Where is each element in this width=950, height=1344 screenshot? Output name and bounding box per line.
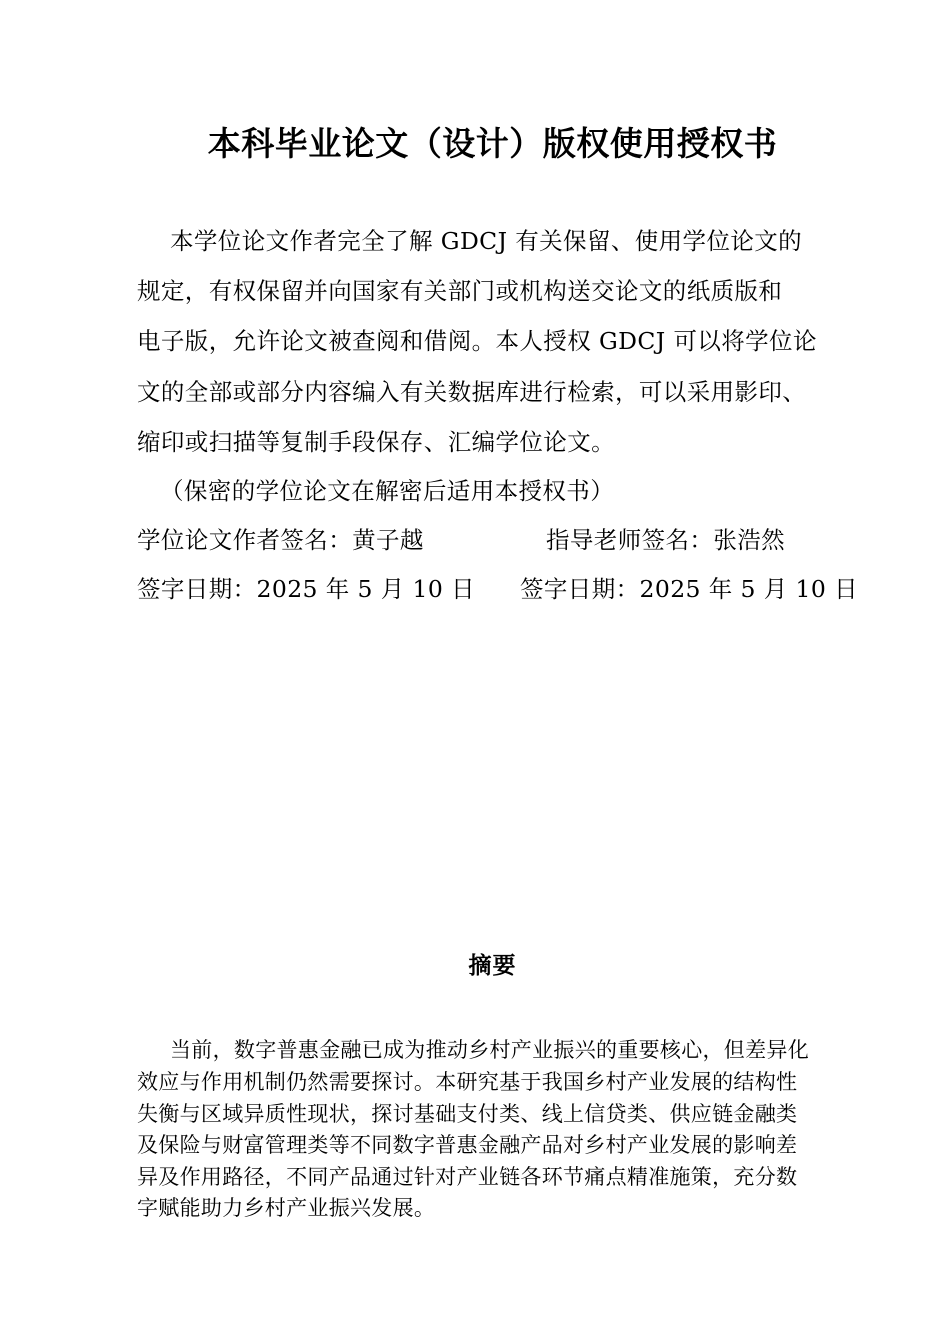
advisor-date-label: 签字日期：: [520, 575, 640, 603]
author-date: 2025 年 5 月 10 日: [256, 575, 476, 603]
abstract-line: 异及作用路径，不同产品通过针对产业链各环节痛点精准施策，充分数: [137, 1165, 798, 1189]
abstract-line: 效应与作用机制仍然需要探讨。本研究基于我国乡村产业发展的结构性: [137, 1070, 798, 1094]
advisor-date: 2025 年 5 月 10 日: [639, 575, 859, 603]
authorization-line: 文的全部或部分内容编入有关数据库进行检索，可以采用影印、: [137, 378, 807, 406]
authorization-line: 缩印或扫描等复制手段保存、汇编学位论文。: [137, 428, 615, 456]
author-signature-label: 学位论文作者签名：: [137, 526, 353, 554]
confidential-note: （保密的学位论文在解密后适用本授权书）: [160, 477, 615, 505]
author-signature: [137, 525, 424, 555]
authorization-line: 规定，有权保留并向国家有关部门或机构送交论文的纸质版和: [137, 277, 783, 305]
abstract-line: 当前，数字普惠金融已成为推动乡村产业振兴的重要核心，但差异化: [170, 1038, 809, 1062]
abstract-heading: 摘要: [468, 953, 517, 979]
advisor-signature: [546, 525, 785, 555]
abstract-line: 失衡与区域异质性现状，探讨基础支付类、线上信贷类、供应链金融类: [137, 1102, 798, 1126]
author-date-label: 签字日期：: [137, 575, 257, 603]
advisor-name: 张浩然: [713, 526, 786, 554]
advisor-sign-date: [520, 574, 858, 604]
abstract-line: 及保险与财富管理类等不同数字普惠金融产品对乡村产业发展的影响差: [137, 1133, 798, 1157]
advisor-signature-label: 指导老师签名：: [546, 526, 714, 554]
author-name: 黄子越: [352, 526, 424, 554]
authorization-line: 本学位论文作者完全了解 GDCJ 有关保留、使用学位论文的: [170, 227, 803, 255]
page-title: 本科毕业论文（设计）版权使用授权书: [207, 124, 778, 163]
abstract-line: 字赋能助力乡村产业振兴发展。: [137, 1196, 436, 1220]
author-sign-date: [137, 574, 475, 604]
authorization-line: 电子版，允许论文被查阅和借阅。本人授权 GDCJ 可以将学位论: [137, 327, 817, 355]
